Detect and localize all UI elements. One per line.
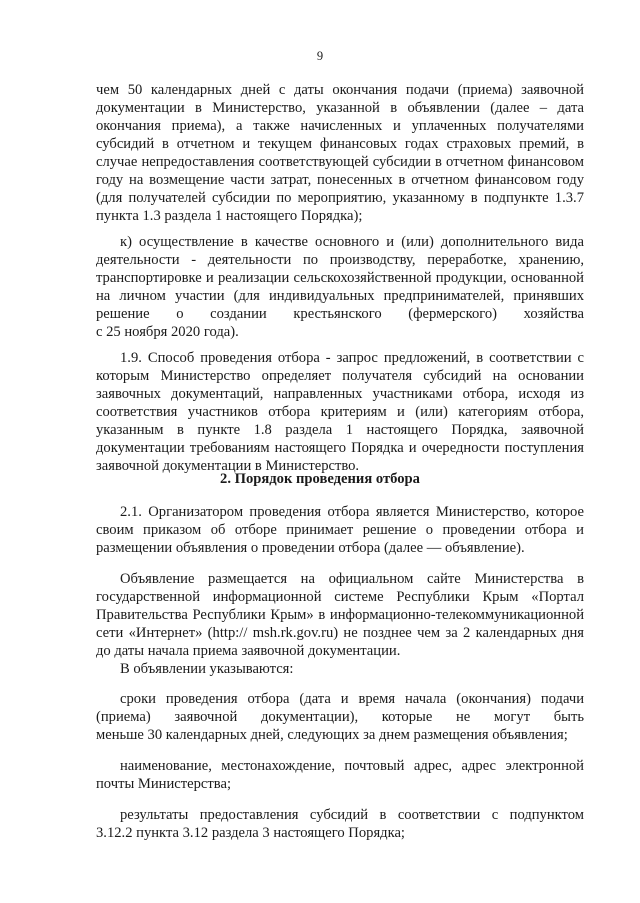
text-line: Правительства Республики Крым» в информационно-телекоммуникационной [96,607,584,623]
paragraph-announcement [96,570,584,660]
page-number: 9 [316,49,324,63]
text-line: почты Министерства; [96,776,232,792]
text-line: случае непредоставления соответствующей субсидии в отчетном финансовом [96,154,584,170]
text-line: 1.9. Способ проведения отбора - запрос предложений, в соответствии с [120,350,584,366]
text-line: размещении объявления о проведении отбора (далее — объявление). [96,540,525,556]
text-line: своим приказом об отборе принимает решение о проведении отбора и [96,522,584,538]
text-line: 2.1. Организатором проведения отбора является Министерство, которое [120,504,584,520]
text-line: к) осуществление в качестве основного и (или) дополнительного вида [120,234,584,250]
paragraph-list-intro [96,660,584,678]
section-heading: 2. Порядок проведения отбора [220,471,420,487]
text-line: (приема) заявочной документации), которые не могут быть [96,709,584,725]
paragraph-results [96,806,584,842]
text-line: году на возмещение части затрат, понесенных в отчетном финансовом году [96,172,584,188]
paragraph-2-1 [96,503,584,557]
text-line: заявочной документации в Министерство. [96,458,360,474]
text-line: соответствия участников отбора критериям и (или) категориям отбора, [96,404,584,420]
text-line: сроки проведения отбора (дата и время начала (окончания) подачи [120,691,584,707]
paragraph-item-k [96,233,584,341]
text-line: (для получателей субсидии по мероприятию, указанному в подпункте 1.3.7 [96,190,584,206]
text-line: документации в Министерство, указанной в объявлении (далее – дата [96,100,584,116]
text-line: до даты начала приема заявочной документации. [96,643,401,659]
text-line: чем 50 календарных дней с даты окончания подачи (приема) заявочной [96,82,584,98]
text-line: субсидий в отчетном и текущем финансовых годах страховых премий, в [96,136,584,152]
text-line: окончания приема), а также начисленных и уплаченных получателями [96,118,584,134]
text-line: документации требованиям настоящего Порядка и очередности поступления [96,440,584,456]
text-line: транспортировке и реализации сельскохозяйственной продукции, основанной [96,270,584,286]
text-line: меньше 30 календарных дней, следующих за днем размещения объявления; [96,727,568,743]
text-line: на личном участии (для индивидуальных предпринимателей, принявших [96,288,584,304]
text-line: которым Министерство определяет получателя субсидий на основании [96,368,584,384]
text-line: результаты предоставления субсидий в соответствии с подпунктом [120,807,584,823]
paragraph-continuation [96,81,584,225]
text-line: указанным в пункте 1.8 раздела 1 настоящего Порядка, заявочной [96,422,584,438]
text-line: пункта 1.3 раздела 1 настоящего Порядка); [96,208,363,224]
paragraph-deadlines [96,690,584,744]
text-line: государственной информационной системе Республики Крым «Портал [96,589,584,605]
text-line: сети «Интернет» (http:// msh.rk.gov.ru) не позднее чем за 2 календарных дня [96,625,584,641]
text-line: Объявление размещается на официальном сайте Министерства в [120,571,584,587]
text-line: 3.12.2 пункта 3.12 раздела 3 настоящего Порядка; [96,825,405,841]
text-line: наименование, местонахождение, почтовый адрес, адрес электронной [120,758,584,774]
text-line: решение о создании крестьянского (фермерского) хозяйства [96,306,584,322]
text-line: заявочных документаций, направленных участниками отбора, исходя из [96,386,584,402]
paragraph-contacts [96,757,584,793]
text-line: деятельности - деятельности по производству, переработке, хранению, [96,252,584,268]
paragraph-1-9 [96,349,584,475]
text-line: В объявлении указываются: [120,661,294,677]
text-line: с 25 ноября 2020 года). [96,324,239,340]
